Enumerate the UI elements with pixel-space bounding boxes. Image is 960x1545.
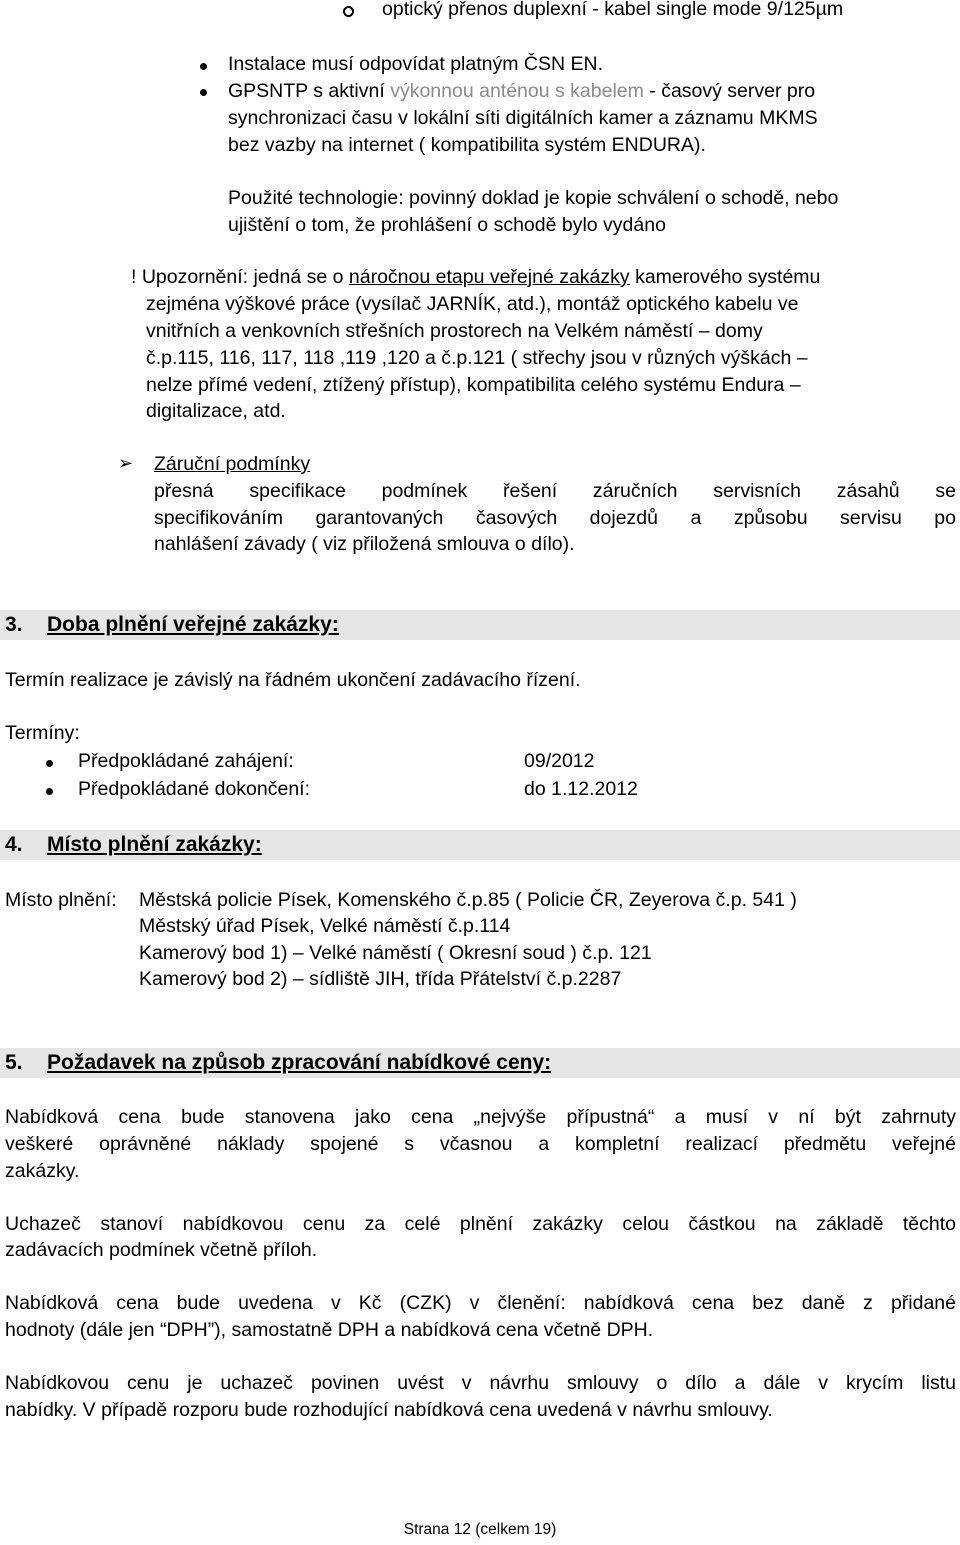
warning-line-5: nelze přímé vedení, ztížený přístup), kompatibilita celého systému Endura – bbox=[146, 374, 801, 396]
section-5-heading bbox=[0, 1048, 960, 1078]
arrow-bullet-icon: ➢ bbox=[118, 453, 134, 474]
top-item-text: optický přenos duplexní - kabel single mode 9/125µm bbox=[382, 0, 844, 20]
section-3-text: Termín realizace je závislý na řádném ukončení zadávacího řízení. bbox=[5, 669, 581, 691]
price-paragraph-2-line-2: zadávacích podmínek včetně příloh. bbox=[5, 1239, 318, 1261]
bullet-icon bbox=[200, 89, 207, 96]
warranty-line-3: nahlášení závady ( viz přiložená smlouva o dílo). bbox=[154, 533, 575, 555]
page-footer: Strana 12 (celkem 19) bbox=[403, 1521, 557, 1538]
place-line-2: Městský úřad Písek, Velké náměstí č.p.114 bbox=[139, 915, 511, 937]
term-start-value: 09/2012 bbox=[524, 750, 595, 772]
place-label: Místo plnění: bbox=[5, 889, 117, 911]
price-paragraph-1-line-3: zakázky. bbox=[5, 1160, 80, 1182]
warranty-title: Záruční podmínky bbox=[154, 453, 311, 475]
price-paragraph-1-line-2: veškeré oprávněné náklady spojené s včasnou a kompletní realizací předmětu veřejné bbox=[5, 1133, 956, 1155]
warning-line-6: digitalizace, atd. bbox=[146, 400, 286, 422]
bullet-icon bbox=[46, 760, 53, 767]
section-4-heading bbox=[0, 830, 960, 860]
circle-bullet-icon bbox=[343, 6, 354, 17]
section-title: Doba plnění veřejné zakázky: bbox=[47, 613, 339, 636]
technology-note-line-2: ujištění o tom, že prohlášení o schodě bylo vydáno bbox=[228, 214, 666, 236]
section-number: 4. bbox=[5, 833, 23, 856]
price-paragraph-1-line-1: Nabídková cena bude stanovena jako cena „nejvýše přípustná“ a musí v ní být zahrnuty bbox=[5, 1106, 956, 1128]
place-line-1: Městská policie Písek, Komenského č.p.85 ( Policie ČR, Zeyerova č.p. 541 ) bbox=[139, 889, 797, 911]
requirement-item-2-line-2: synchronizaci času v lokální síti digitálních kamer a záznamu MKMS bbox=[228, 107, 818, 129]
warning-line-3: vnitřních a venkovních střešních prostorech na Velkém náměstí – domy bbox=[146, 320, 763, 342]
place-line-3: Kamerový bod 1) – Velké náměstí ( Okresní soud ) č.p. 121 bbox=[139, 942, 652, 964]
warning-line-4: č.p.115, 116, 117, 118 ,119 ,120 a č.p.121 ( střechy jsou v různých výškách – bbox=[146, 347, 808, 369]
warning-line-2: zejména výškové práce (vysílač JARNÍK, atd.), montáž optického kabelu ve bbox=[146, 293, 799, 315]
price-paragraph-4-line-2: nabídky. V případě rozporu bude rozhodující nabídková cena uvedená v návrhu smlouvy. bbox=[5, 1399, 773, 1421]
term-end-value: do 1.12.2012 bbox=[524, 778, 638, 800]
term-end-label: Předpokládané dokončení: bbox=[78, 778, 311, 800]
terms-label: Termíny: bbox=[5, 722, 80, 744]
price-paragraph-3-line-2: hodnoty (dále jen “DPH”), samostatně DPH a nabídková cena včetně DPH. bbox=[5, 1319, 654, 1341]
section-number: 3. bbox=[5, 613, 23, 636]
price-paragraph-4-line-1: Nabídkovou cenu je uchazeč povinen uvést v návrhu smlouvy o dílo a dále v krycím listu bbox=[5, 1372, 956, 1394]
place-line-4: Kamerový bod 2) – sídliště JIH, třída Přátelství č.p.2287 bbox=[139, 968, 622, 990]
price-paragraph-3-line-1: Nabídková cena bude uvedena v Kč (CZK) v členění: nabídková cena bez daně z přidané bbox=[5, 1292, 956, 1314]
term-start-label: Předpokládané zahájení: bbox=[78, 750, 294, 772]
section-title: Požadavek na způsob zpracování nabídkové ceny: bbox=[47, 1051, 552, 1074]
section-number: 5. bbox=[5, 1051, 23, 1074]
price-paragraph-2-line-1: Uchazeč stanoví nabídkovou cenu za celé plnění zakázky celou částkou na základě těchto bbox=[5, 1213, 956, 1235]
section-title: Místo plnění zakázky: bbox=[47, 833, 262, 856]
warranty-line-1: přesná specifikace podmínek řešení záručních servisních zásahů se bbox=[154, 480, 956, 502]
requirement-item-2-line-1: GPSNTP s aktivní výkonnou anténou s kabelem - časový server pro bbox=[228, 80, 816, 102]
bullet-icon bbox=[46, 788, 53, 795]
requirement-item-2-line-3: bez vazby na internet ( kompatibilita systém ENDURA). bbox=[228, 134, 706, 156]
section-3-heading bbox=[0, 610, 960, 640]
requirement-item-1: Instalace musí odpovídat platným ČSN EN. bbox=[228, 53, 604, 75]
bullet-icon bbox=[200, 63, 207, 70]
warranty-line-2: specifikováním garantovaných časových dojezdů a způsobu servisu po bbox=[154, 507, 956, 529]
warning-line-1: ! Upozornění: jedná se o náročnou etapu veřejné zakázky kamerového systému bbox=[131, 266, 821, 288]
technology-note-line-1: Použité technologie: povinný doklad je kopie schválení o schodě, nebo bbox=[228, 187, 839, 209]
